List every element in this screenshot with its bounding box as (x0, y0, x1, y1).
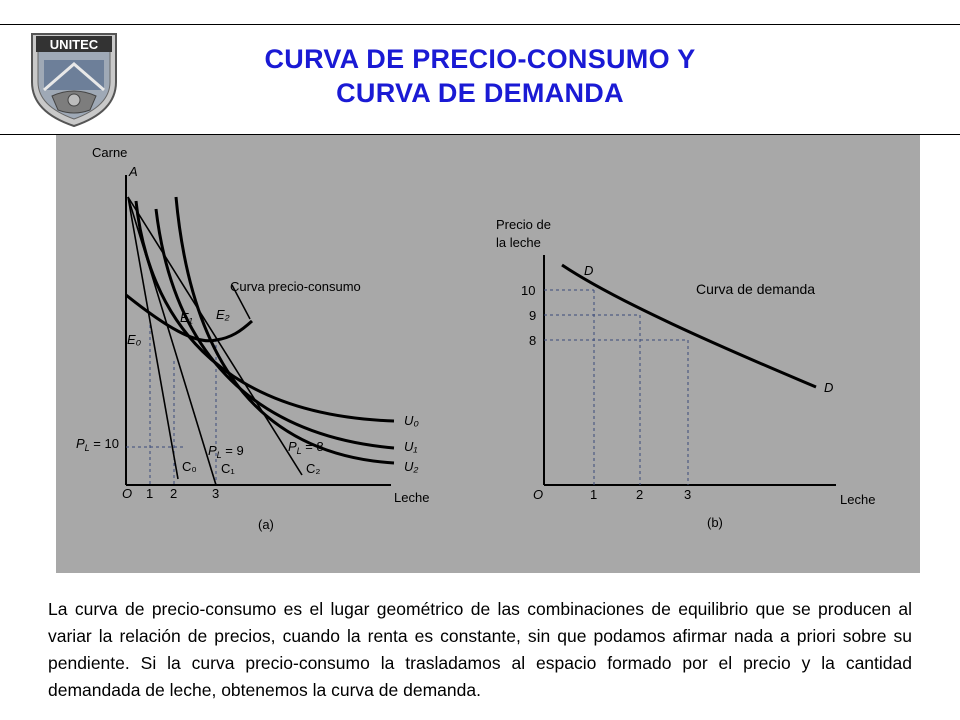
panel-a-ylabel: Carne (92, 145, 128, 160)
indifference-curve-U2 (176, 197, 394, 463)
price-label-PL9: $P_L = 9$ (208, 443, 244, 460)
budget-line-C2 (128, 197, 302, 475)
economics-figure (56, 135, 920, 573)
indifference-label-U2: U₂ (404, 459, 419, 474)
panel-a-xtick-2: 2 (170, 486, 178, 501)
caption-paragraph: La curva de precio-consumo es el lugar geométrico de las combinaciones de equilibrio que se producen al variar la relación de precios, cuando la renta es constante, sin que podamos afirmar nada a priori sobre su pendiente. Si la curva precio-consumo la trasladamos al espacio formado por el precio y la cantidad demandada de leche, obtenemos la curva de demanda. (48, 598, 912, 700)
panel-b-xtick-3: 3 (684, 487, 692, 502)
panel-b-xlabel: Leche (840, 492, 876, 507)
indifference-curve-U0 (136, 201, 394, 421)
panel-b-origin: O (533, 487, 544, 502)
panel-a-xlabel: Leche (394, 490, 430, 505)
price-label-PL10: $P_L = 10$ (76, 436, 119, 453)
price-consumption-label: Curva precio-consumo (230, 279, 361, 294)
panel-b-ylabel-line2: la leche (496, 235, 541, 250)
unitec-logo (26, 30, 122, 128)
demand-annotation: Curva de demanda (696, 281, 816, 297)
budget-label-C1: C₁ (221, 461, 235, 476)
page-title (150, 42, 810, 110)
panel-b-xtick-1: 1 (590, 487, 598, 502)
panel-b-ylabel-line1: Precio de (496, 217, 551, 232)
figure-panel (56, 135, 920, 573)
equilibrium-E2: E₂ (216, 307, 230, 322)
title-line-2: CURVA DE DEMANDA (336, 78, 624, 108)
panel-a-xtick-1: 1 (146, 486, 154, 501)
panel-a-point-A: A (129, 164, 138, 179)
panel-a-origin: O (122, 486, 133, 501)
indifference-label-U1: U₁ (404, 439, 418, 454)
panel-a-xtick-3: 3 (212, 486, 220, 501)
title-line-1: CURVA DE PRECIO-CONSUMO Y (264, 44, 696, 74)
logo-text: UNITEC (49, 37, 99, 52)
equilibrium-E0: E₀ (127, 332, 142, 347)
indifference-curve-U1 (156, 209, 394, 448)
top-rule (0, 24, 960, 25)
budget-label-C0: C₀ (182, 459, 197, 474)
panel-b-xtick-2: 2 (636, 487, 644, 502)
panel-b-ytick-9: 9 (529, 308, 537, 323)
panel-a-label: (a) (258, 517, 274, 532)
panel-b-label: (b) (707, 515, 723, 530)
panel-b-ytick-10: 10 (521, 283, 536, 298)
budget-label-C2: C₂ (306, 461, 321, 476)
equilibrium-E1: E₁ (180, 310, 193, 325)
demand-label-start: D (584, 263, 594, 278)
price-label-PL8: $P_L = 8$ (288, 439, 324, 456)
demand-label-end: D (824, 380, 834, 395)
panel-b-ytick-8: 8 (529, 333, 537, 348)
indifference-label-U0: U₀ (404, 413, 419, 428)
